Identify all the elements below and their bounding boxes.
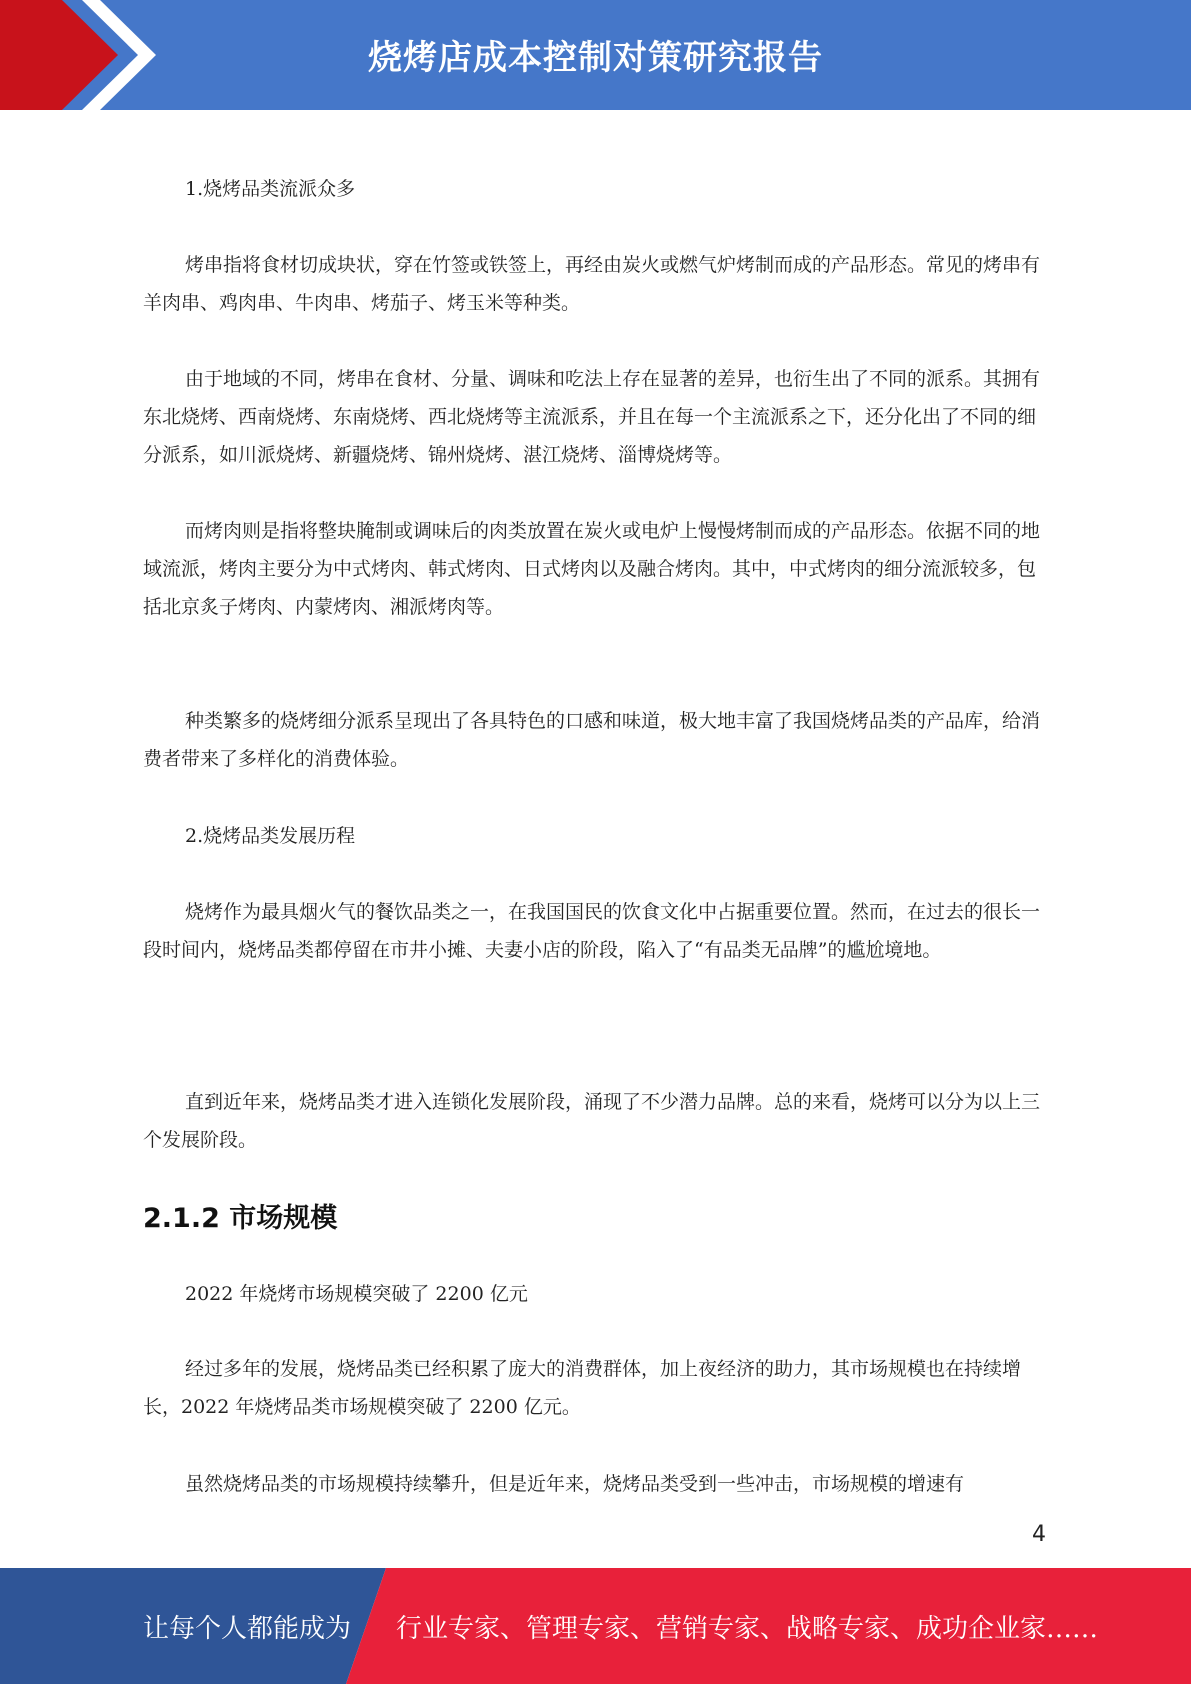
footer-slogan-right: 行业专家、管理专家、营销专家、战略专家、成功企业家…… bbox=[396, 1614, 1099, 1644]
subheading-bbq-styles: 1.烧烤品类流派众多 bbox=[185, 178, 356, 200]
paragraph-regional-styles: 由于地域的不同，烤串在食材、分量、调味和吃法上存在显著的差异，也衍生出了不同的派系。其拥有东北烧烤、西南烧烤、东南烧烤、西北烧烤等主流派系，并且在每一个主流派系之下，还分化出了不同的细分派系，如川派烧烤、新疆烧烤、锦州烧烤、湛江烧烤、淄博烧烤等。 bbox=[143, 368, 1041, 466]
page-number: 4 bbox=[1032, 1522, 1046, 1547]
paragraph-market-growth: 经过多年的发展，烧烤品类已经积累了庞大的消费群体，加上夜经济的助力，其市场规模也在持续增长，2022 年烧烤品类市场规模突破了 2200 亿元。 bbox=[143, 1358, 1022, 1418]
paragraph-variety: 种类繁多的烧烤细分派系呈现出了各具特色的口感和味道，极大地丰富了我国烧烤品类的产品库，给消费者带来了多样化的消费体验。 bbox=[143, 710, 1041, 770]
subheading-market-size: 2022 年烧烤市场规模突破了 2200 亿元 bbox=[185, 1283, 528, 1305]
subheading-development-history: 2.烧烤品类发展历程 bbox=[185, 825, 356, 847]
paragraph-history: 烧烤作为最具烟火气的餐饮品类之一，在我国国民的饮食文化中占据重要位置。然而，在过去的很长一段时间内，烧烤品类都停留在市井小摊、夫妻小店的阶段，陷入了“有品类无品牌”的尴尬境地。 bbox=[143, 901, 1041, 961]
paragraph-grilled-meat: 而烤肉则是指将整块腌制或调味后的肉类放置在炭火或电炉上慢慢烤制而成的产品形态。依据不同的地域流派，烤肉主要分为中式烤肉、韩式烤肉、日式烤肉以及融合烤肉。其中，中式烤肉的细分流派较多，包括北京炙子烤肉、内蒙烤肉、湘派烤肉等。 bbox=[143, 520, 1041, 618]
section-heading-market-size: 2.1.2 市场规模 bbox=[143, 1203, 338, 1234]
page-footer bbox=[0, 1568, 1191, 1684]
paragraph-market-slowdown: 虽然烧烤品类的市场规模持续攀升，但是近年来，烧烤品类受到一些冲击，市场规模的增速有 bbox=[185, 1473, 965, 1495]
report-title: 烧烤店成本控制对策研究报告 bbox=[368, 38, 823, 78]
footer-slogan-left: 让每个人都能成为 bbox=[143, 1614, 352, 1644]
paragraph-chain-stage: 直到近年来，烧烤品类才进入连锁化发展阶段，涌现了不少潜力品牌。总的来看，烧烤可以分为以上三个发展阶段。 bbox=[143, 1091, 1041, 1151]
paragraph-skewers: 烤串指将食材切成块状，穿在竹签或铁签上，再经由炭火或燃气炉烤制而成的产品形态。常见的烤串有羊肉串、鸡肉串、牛肉串、烤茄子、烤玉米等种类。 bbox=[143, 254, 1041, 314]
page-header bbox=[0, 0, 1191, 110]
